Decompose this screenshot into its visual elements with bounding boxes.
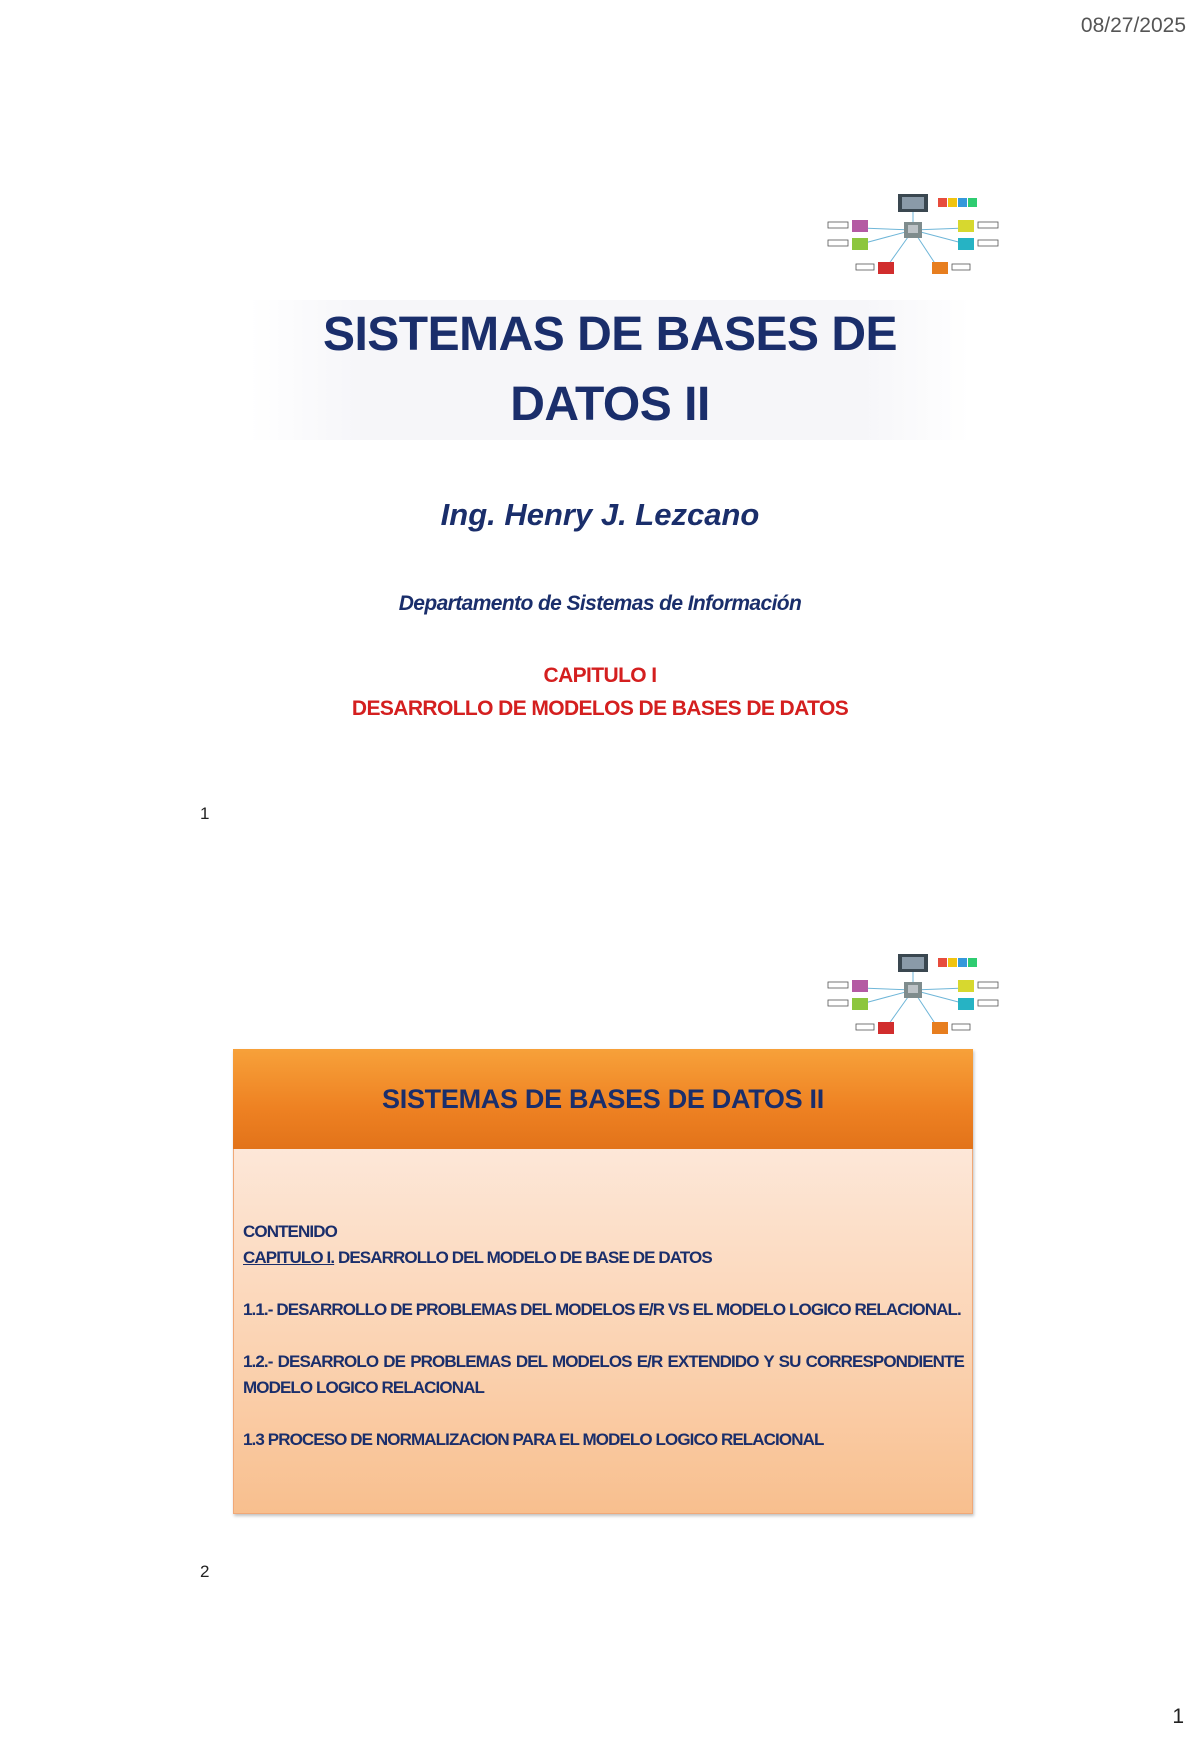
document-page-number: 1 (1172, 1705, 1184, 1728)
chapter-heading (0, 659, 1200, 725)
chapter-text: DESARROLLO DEL MODELO DE BASE DE DATOS (334, 1248, 712, 1267)
content-item-3: 1.3 PROCESO DE NORMALIZACION PARA EL MODELO LOGICO RELACIONAL (243, 1430, 824, 1449)
content-heading: CONTENIDO (243, 1222, 337, 1241)
network-diagram-icon (826, 190, 1001, 285)
content-item-1: 1.1.- DESARROLLO DE PROBLEMAS DEL MODELOS E/R VS EL MODELO LOGICO RELACIONAL. (243, 1300, 961, 1319)
print-date: 08/27/2025 (1080, 14, 1186, 37)
chapter-line (243, 1245, 964, 1271)
chapter-title: DESARROLLO DE MODELOS DE BASES DE DATOS (351, 697, 849, 720)
department-name: Departamento de Sistemas de Información (398, 592, 802, 615)
chapter-number: CAPITULO I (543, 664, 657, 687)
title-line-1: SISTEMAS DE BASES DE (322, 308, 898, 361)
slide-1-page-number: 1 (200, 804, 210, 823)
content-box-title: SISTEMAS DE BASES DE DATOS II (233, 1049, 973, 1149)
chapter-label: CAPITULO I. (243, 1248, 335, 1267)
content-item-2: 1.2.- DESARROLO DE PROBLEMAS DEL MODELOS E/R EXTENDIDO Y SU CORRESPONDIENTE MODELO LOGICO RELACIONAL (243, 1352, 964, 1397)
content-box (233, 1049, 973, 1514)
author-name: Ing. Henry J. Lezcano (440, 497, 760, 532)
network-diagram-icon (826, 950, 1001, 1045)
title-line-2: DATOS II (510, 378, 710, 431)
slide-1-title (250, 300, 970, 440)
slide-2-page-number: 2 (200, 1562, 210, 1581)
content-box-body (233, 1149, 973, 1514)
